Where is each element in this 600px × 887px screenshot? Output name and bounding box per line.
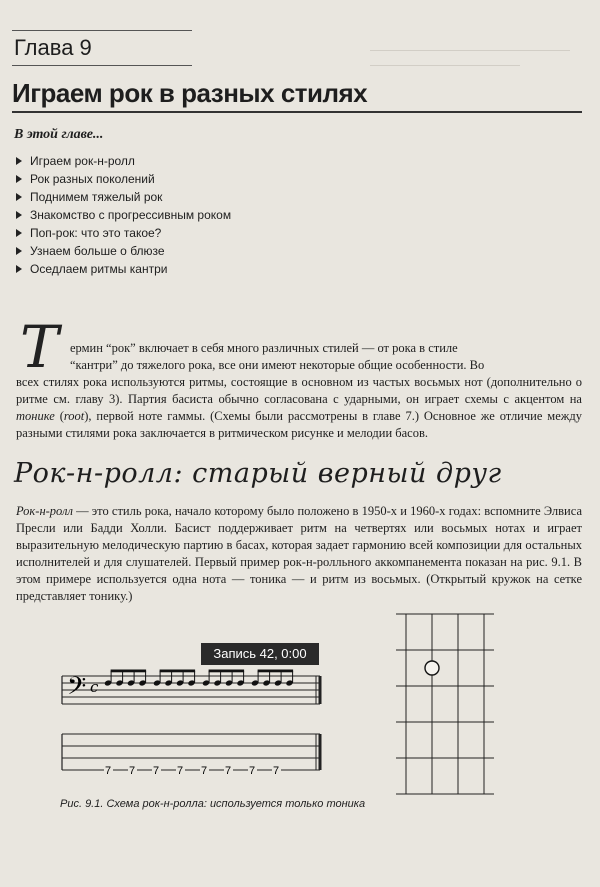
figure-caption: Рис. 9.1. Схема рок-н-ролла: используется только тоника (60, 798, 366, 810)
term-root: root (63, 409, 85, 423)
tab-number: 7 (152, 765, 160, 777)
intro-paragraph: всех стилях рока используются ритмы, состоящие в основном из частых восьмых нот (дополнительно о ритме см. главу 3). Партия басиста обычно согласована с ударными, он играет схемы с акцентом на тонике (root), первой ноте гаммы. (Схемы были рассмотрены в главе 7.) Основное же отличие между разными стилями рока заключается в ритмическом рисунке и мелодии басов. (16, 375, 582, 440)
list-item: Узнаем больше о блюзе (16, 242, 231, 260)
term-rock-n-roll: Рок-н-ролл (16, 504, 73, 518)
tonic-open-circle (425, 661, 439, 675)
chapter-label: Глава 9 (12, 30, 192, 66)
chapter-contents-list (16, 152, 231, 278)
beam (160, 670, 196, 673)
term-tonic: тонике (16, 409, 55, 423)
triangle-bullet-icon (16, 229, 22, 237)
fretboard-diagram (392, 598, 502, 794)
triangle-bullet-icon (16, 157, 22, 165)
list-item: Поп-рок: что это такое? (16, 224, 231, 242)
tab-number: 7 (104, 765, 112, 777)
tab-number: 7 (128, 765, 136, 777)
tab-number: 7 (272, 765, 280, 777)
triangle-bullet-icon (16, 193, 22, 201)
triangle-bullet-icon (16, 247, 22, 255)
section-paragraph: Рок-н-ролл — это стиль рока, начало которому было положено в 1950-х и 1960-х годах: вспомните Элвиса Пресли или Бадди Холли. Басист поддерживает ритм на четвертях или восьмых нотах и играет выразительную мелодическую партию в басах, которая задает гармонию всей композиции для остальных исполнителей и для слушателей. Первый пример рок-н-ролльного аккомпанемента показан на рис. 9.1. В этом примере используется одна нота — тоника — и ритм из восьмых. (Открытый кружок на сетке представляет тонику.) (16, 504, 582, 603)
recording-label: Запись 42, 0:00 (201, 643, 319, 665)
chapter-title: Играем рок в разных стилях (12, 78, 368, 108)
list-item: Знакомство с прогрессивным роком (16, 206, 231, 224)
bass-clef-icon: 𝄢 (67, 672, 87, 707)
time-signature: c (90, 678, 99, 696)
drop-cap: Т (20, 313, 59, 381)
bleed-through (370, 36, 590, 66)
list-item: Рок разных поколений (16, 170, 231, 188)
beam (111, 670, 147, 673)
triangle-bullet-icon (16, 211, 22, 219)
triangle-bullet-icon (16, 175, 22, 183)
tab-number: 7 (248, 765, 256, 777)
beam (258, 670, 294, 673)
intro-paragraph-start: ермин “рок” включает в себя много различных стилей — от рока в стиле “кантри” до тяжелого рока, все они имеют некоторые общие особенности. Во (70, 341, 485, 372)
tab-number: 7 (200, 765, 208, 777)
tab-number: 7 (176, 765, 184, 777)
music-notation (62, 672, 324, 792)
beam (209, 670, 245, 673)
in-this-chapter-heading: В этой главе... (14, 127, 104, 142)
title-rule (12, 111, 582, 113)
section-heading: Рок-н-ролл: старый верный друг (14, 458, 502, 489)
tab-number: 7 (224, 765, 232, 777)
list-item: Оседлаем ритмы кантри (16, 260, 231, 278)
list-item: Играем рок-н-ролл (16, 152, 231, 170)
list-item: Поднимем тяжелый рок (16, 188, 231, 206)
triangle-bullet-icon (16, 265, 22, 273)
